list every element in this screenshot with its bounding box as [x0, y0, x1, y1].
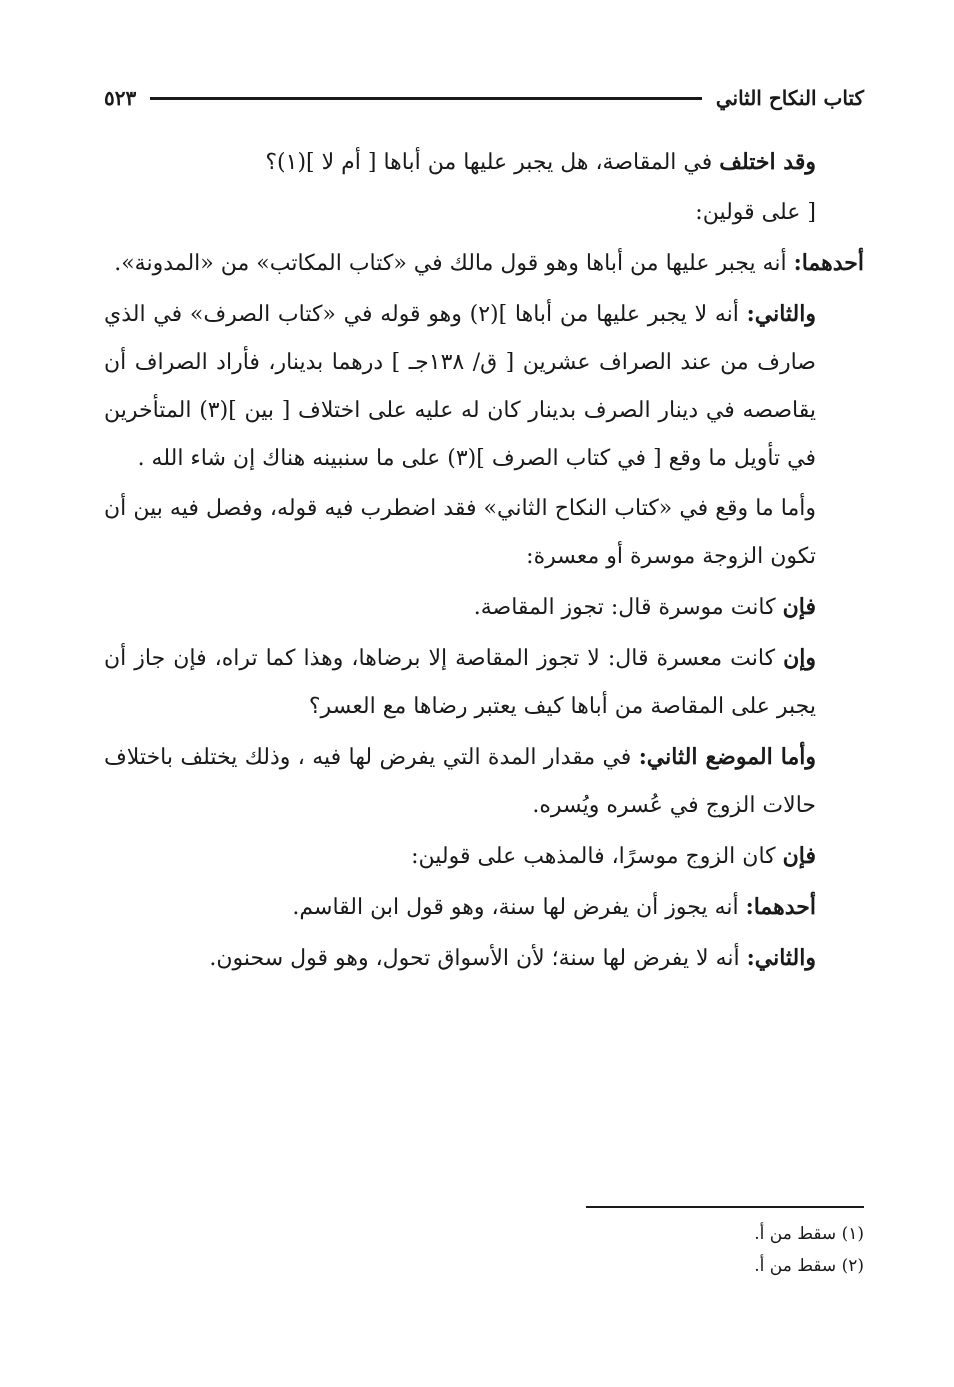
paragraph-text: أنه يجوز أن يفرض لها سنة، وهو قول ابن القاسم. — [292, 895, 746, 920]
footnote: (٢) سقط من أ. — [754, 1256, 864, 1276]
main-text — [104, 138, 864, 985]
page-number: ٥٢٣ — [104, 86, 137, 110]
paragraph — [104, 290, 864, 483]
paragraph — [104, 832, 864, 881]
paragraph — [104, 634, 864, 731]
paragraph-lead: وأما الموضع الثاني: — [638, 744, 816, 770]
paragraph — [104, 733, 864, 830]
paragraph-lead: فإن — [782, 843, 816, 869]
paragraph — [104, 239, 864, 288]
paragraph — [104, 189, 864, 237]
footnote: (١) سقط من أ. — [754, 1224, 864, 1244]
paragraph-text: أنه يجبر عليها من أباها وهو قول مالك في «كتاب المكاتب» من «المدونة». — [114, 251, 794, 276]
paragraph-lead: أحدهما: — [745, 894, 816, 920]
paragraph-lead: والثاني: — [746, 945, 816, 971]
paragraph — [104, 138, 864, 187]
page-header — [104, 80, 864, 116]
paragraph-text: كانت معسرة قال: لا تجوز المقاصة إلا برضاها، وهذا كما تراه، فإن جاز أن يجبر على المقاصة من أباها كيف يعتبر رضاها مع العسر؟ — [104, 646, 816, 719]
paragraph-text: في المقاصة، هل يجبر عليها من أباها [ أم لا ](١)؟ — [265, 150, 720, 175]
running-title: كتاب النكاح الثاني — [715, 86, 864, 110]
paragraph-text: [ على قولين: — [695, 200, 816, 225]
paragraph-text: وأما ما وقع في «كتاب النكاح الثاني» فقد اضطرب فيه قوله، وفصل فيه بين أن تكون الزوجة موسرة أو معسرة: — [104, 496, 816, 569]
paragraph — [104, 883, 864, 932]
footnotes — [104, 1218, 864, 1282]
paragraph — [104, 583, 864, 632]
paragraph-text: في مقدار المدة التي يفرض لها فيه ، وذلك يختلف باختلاف حالات الزوج في عُسره ويُسره. — [104, 745, 816, 818]
paragraph-text: أنه لا يفرض لها سنة؛ لأن الأسواق تحول، وهو قول سحنون. — [209, 946, 747, 971]
paragraph-text: كانت موسرة قال: تجوز المقاصة. — [473, 595, 783, 620]
paragraph-lead: أحدهما: — [793, 250, 864, 276]
footnote-separator — [586, 1206, 864, 1208]
paragraph — [104, 934, 864, 983]
header-rule — [150, 97, 702, 100]
paragraph-text: أنه لا يجبر عليها من أباها ](٢) وهو قوله في «كتاب الصرف» في الذي صارف من عند الصراف عشرين [ ق/ ١٣٨جـ ] درهما بدينار، فأراد الصراف أن يقاصصه في دينار الصرف بدينار كان له عليه على اختلاف [ بين ](٣) المتأخرين في تأويل ما وقع [ في كتاب الصرف ](٣) على ما سنبينه هناك إن شاء الله . — [104, 302, 817, 471]
paragraph-lead: وقد اختلف — [719, 149, 816, 175]
paragraph-lead: والثاني: — [746, 301, 816, 327]
paragraph-text: كان الزوج موسرًا، فالمذهب على قولين: — [411, 844, 783, 869]
paragraph-lead: وإن — [783, 645, 816, 671]
paragraph-lead: فإن — [782, 594, 816, 620]
paragraph — [104, 485, 864, 581]
